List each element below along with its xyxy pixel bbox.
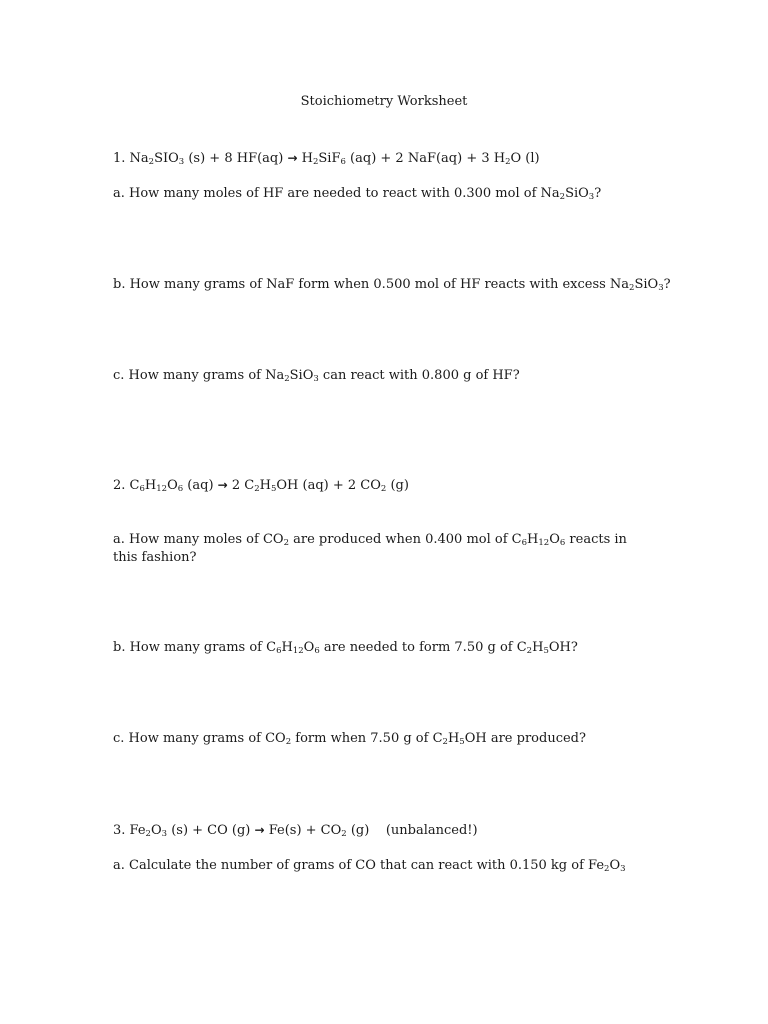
problem-3-equation: 3. $Fe_2O_3$ (s) + CO $(g) \to Fe(s) + CO_2$ (g) (unbalanced!)	[113, 823, 478, 839]
problem-1c-question: c. How many grams of $Na_2SiO_3$ can react with 0.800 g of HF?	[113, 368, 520, 384]
problem-2b-question: b. How many grams of $C_6H_{12}O_6$ are needed to form 7.50 g of $C_2H_5OH$?	[113, 640, 578, 656]
problem-1a-question: a. How many moles of HF are needed to react with 0.300 mol of $Na_2SiO_3$?	[113, 186, 602, 202]
worksheet-title: Stoichiometry Worksheet	[300, 94, 468, 109]
problem-1b-question: b. How many grams of NaF form when 0.500 mol of HF reacts with excess $Na_2SiO_3$?	[113, 277, 671, 293]
problem-2c-question: c. How many grams of $CO_2$ form when 7.50 g of $C_2H_5OH$ are produced?	[113, 731, 586, 747]
problem-3a-question: a. Calculate the number of grams of CO that can react with 0.150 kg of $Fe_2O_3$	[113, 858, 626, 874]
reaction-arrow-icon: →	[287, 151, 298, 165]
reaction-arrow-icon: →	[217, 478, 228, 492]
problem-2-equation: 2. $C_6H_{12}O_6$ (aq) → 2 $C_2H_5OH$ (aq) + 2 $CO_2$ (g)	[113, 478, 409, 494]
reaction-arrow-icon: →	[254, 823, 265, 837]
problem-2a-question: a. How many moles of $CO_2$ are produced when 0.400 mol of $C_6H_{12}O_6$ reacts in this fashion?	[113, 532, 627, 565]
problem-1-equation: 1. $Na_2SIO_3$ (s) + 8 $HF(aq) \to H_2SiF_6$ (aq) + 2 NaF(aq) + 3 $H_2O$ (l)	[113, 151, 540, 167]
